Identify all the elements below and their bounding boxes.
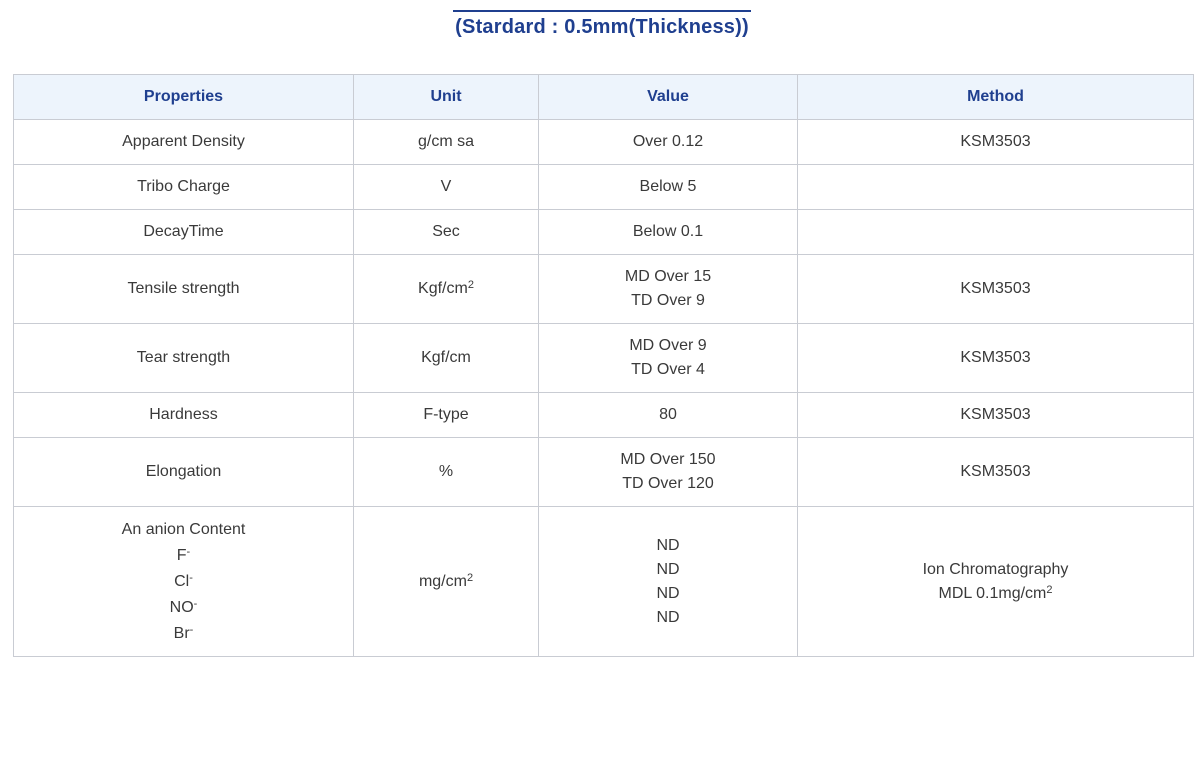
ion-fluoride xyxy=(14,543,353,569)
unit-cell xyxy=(354,507,539,657)
unit-cell: Kgf/cm xyxy=(354,324,539,393)
value-line: TD Over 4 xyxy=(631,361,705,378)
property-cell: Elongation xyxy=(14,438,354,507)
value-line: 80 xyxy=(659,406,677,423)
value-cell xyxy=(539,324,798,393)
value-line: MD Over 15 xyxy=(624,268,712,285)
property-cell: Apparent Density xyxy=(14,120,354,165)
method-cell: KSM3503 xyxy=(798,120,1194,165)
property-cell: Hardness xyxy=(14,393,354,438)
property-cell: Tribo Charge xyxy=(14,165,354,210)
unit-cell: Sec xyxy=(354,210,539,255)
method-cell xyxy=(798,165,1194,210)
value-cell xyxy=(539,255,798,324)
ion-base: Cl xyxy=(174,572,190,590)
unit-cell xyxy=(354,255,539,324)
value-cell xyxy=(539,438,798,507)
ion-charge: - xyxy=(193,597,198,610)
method-text: MDL 0.1mg/cm xyxy=(938,584,1047,602)
value-line: ND xyxy=(656,584,680,602)
table-row xyxy=(14,438,1194,507)
unit-text: mg/cm xyxy=(418,572,467,590)
ion-base: NO xyxy=(169,598,194,616)
value-cell xyxy=(539,210,798,255)
value-line: TD Over 9 xyxy=(631,292,705,309)
method-line: Ion Chromatography xyxy=(922,560,1069,578)
method-superscript: 2 xyxy=(1046,583,1053,596)
spec-table xyxy=(13,74,1194,657)
header-method: Method xyxy=(798,75,1194,120)
ion-bromide xyxy=(14,621,353,647)
ion-chloride xyxy=(14,569,353,595)
value-line: MD Over 9 xyxy=(629,337,707,354)
value-line: Over 0.12 xyxy=(632,133,704,150)
page-title: (Stardard : 0.5mm(Thickness)) xyxy=(453,10,751,39)
method-cell xyxy=(798,210,1194,255)
property-cell: DecayTime xyxy=(14,210,354,255)
table-header-row xyxy=(14,75,1194,120)
anion-label: An anion Content xyxy=(121,520,246,538)
table-row-anion xyxy=(14,507,1194,657)
unit-superscript: 2 xyxy=(467,279,474,291)
table-row xyxy=(14,210,1194,255)
value-cell xyxy=(539,165,798,210)
header-value: Value xyxy=(539,75,798,120)
value-line: Below 5 xyxy=(639,178,697,195)
method-cell xyxy=(798,507,1194,657)
table-row xyxy=(14,120,1194,165)
unit-cell: V xyxy=(354,165,539,210)
ion-charge: - xyxy=(189,623,194,636)
value-line: TD Over 120 xyxy=(622,475,714,492)
method-cell: KSM3503 xyxy=(798,255,1194,324)
value-line: ND xyxy=(656,560,680,578)
ion-nitrate xyxy=(14,595,353,621)
table-row xyxy=(14,165,1194,210)
ion-charge: - xyxy=(189,571,193,584)
table-row xyxy=(14,393,1194,438)
ion-charge: - xyxy=(186,545,191,558)
method-line xyxy=(798,582,1193,606)
property-cell xyxy=(14,507,354,657)
method-cell: KSM3503 xyxy=(798,393,1194,438)
method-cell: KSM3503 xyxy=(798,438,1194,507)
table-row xyxy=(14,324,1194,393)
title-wrap xyxy=(0,10,1204,39)
table-row xyxy=(14,255,1194,324)
property-cell: Tear strength xyxy=(14,324,354,393)
property-cell: Tensile strength xyxy=(14,255,354,324)
value-line: ND xyxy=(656,608,680,626)
value-cell xyxy=(539,120,798,165)
value-line: ND xyxy=(656,536,680,554)
unit-superscript: 2 xyxy=(466,571,474,584)
value-line: MD Over 150 xyxy=(620,451,716,468)
ion-base: F xyxy=(176,546,187,564)
value-cell xyxy=(539,507,798,657)
method-cell: KSM3503 xyxy=(798,324,1194,393)
ion-base: Br xyxy=(173,624,190,642)
value-cell xyxy=(539,393,798,438)
value-line: Below 0.1 xyxy=(632,223,704,240)
header-unit: Unit xyxy=(354,75,539,120)
unit-cell: F-type xyxy=(354,393,539,438)
unit-cell: % xyxy=(354,438,539,507)
header-properties: Properties xyxy=(14,75,354,120)
unit-text: Kgf/cm xyxy=(418,280,468,297)
unit-cell: g/cm sa xyxy=(354,120,539,165)
